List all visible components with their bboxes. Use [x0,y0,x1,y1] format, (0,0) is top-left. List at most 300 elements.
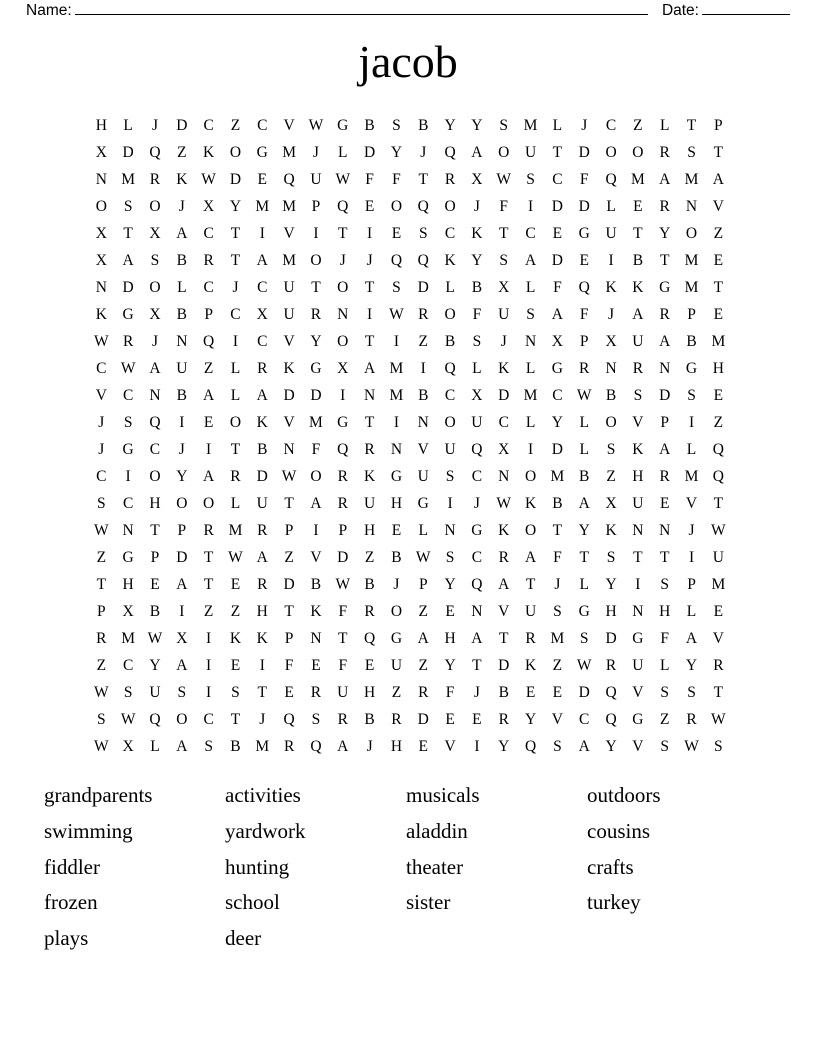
grid-letter[interactable]: Q [337,198,349,215]
grid-letter[interactable]: Q [444,144,456,161]
grid-letter[interactable]: G [337,414,349,431]
grid-letter[interactable]: P [579,333,589,350]
grid-letter[interactable]: C [203,225,214,242]
grid-letter[interactable]: S [714,738,723,755]
grid-letter[interactable]: F [553,279,562,296]
grid-letter[interactable]: Q [524,738,537,755]
grid-letter[interactable]: R [257,522,268,539]
grid-letter[interactable]: S [526,171,536,188]
grid-letter[interactable]: R [230,468,241,485]
grid-letter[interactable]: E [230,576,241,593]
grid-letter[interactable]: K [363,468,376,485]
grid-letter[interactable]: G [390,630,403,647]
grid-letter[interactable]: P [338,522,348,539]
grid-letter[interactable]: E [418,738,429,755]
grid-letter[interactable]: Z [391,684,402,701]
grid-letter[interactable]: R [659,306,671,323]
grid-letter[interactable]: C [96,468,107,485]
grid-letter[interactable]: B [257,441,268,458]
grid-letter[interactable]: O [229,144,242,161]
grid-letter[interactable]: J [151,333,159,350]
grid-letter[interactable]: A [578,738,591,755]
grid-letter[interactable]: U [337,684,349,701]
grid-letter[interactable]: E [364,198,375,215]
grid-letter[interactable]: N [283,441,295,458]
grid-letter[interactable]: T [713,495,724,512]
grid-letter[interactable]: U [471,414,483,431]
grid-letter[interactable]: X [256,306,269,323]
grid-letter[interactable]: H [605,603,617,620]
grid-letter[interactable]: H [444,630,456,647]
grid-letter[interactable]: R [364,441,375,458]
grid-letter[interactable]: O [337,279,349,296]
grid-letter[interactable]: L [579,576,590,593]
grid-letter[interactable]: V [417,441,430,458]
grid-letter[interactable]: B [230,738,241,755]
grid-letter[interactable]: E [552,684,563,701]
grid-letter[interactable]: A [685,630,698,647]
grid-letter[interactable]: Z [96,657,107,674]
grid-letter[interactable]: M [255,738,270,755]
grid-letter[interactable]: N [310,630,322,647]
grid-letter[interactable]: J [178,198,186,215]
grid-letter[interactable]: T [499,630,509,647]
grid-letter[interactable]: D [122,144,134,161]
grid-letter[interactable]: S [123,414,133,431]
grid-letter[interactable]: L [230,360,241,377]
grid-letter[interactable]: Q [337,441,349,458]
grid-letter[interactable]: Z [96,549,107,566]
grid-letter[interactable]: N [659,522,671,539]
grid-letter[interactable]: X [95,252,108,269]
grid-letter[interactable]: A [256,387,269,404]
grid-letter[interactable]: K [632,441,644,458]
grid-letter[interactable]: A [524,549,537,566]
grid-letter[interactable]: I [447,495,453,512]
grid-letter[interactable]: I [179,414,185,431]
grid-letter[interactable]: A [176,225,188,242]
grid-letter[interactable]: S [606,441,616,458]
grid-letter[interactable]: T [150,522,160,539]
grid-letter[interactable]: R [122,333,134,350]
grid-letter[interactable]: T [686,117,697,134]
grid-letter[interactable]: K [203,144,215,161]
grid-letter[interactable]: L [230,387,241,404]
grid-letter[interactable]: L [150,738,160,755]
grid-letter[interactable]: D [578,198,591,215]
grid-letter[interactable]: J [366,252,373,269]
grid-letter[interactable]: S [311,711,321,728]
grid-letter[interactable]: R [418,306,429,323]
grid-letter[interactable]: K [176,171,188,188]
word-bank-item[interactable]: hunting [225,854,290,879]
grid-letter[interactable]: G [578,603,591,620]
grid-letter[interactable]: E [633,198,643,215]
word-bank-item[interactable]: frozen [44,890,98,915]
grid-letter[interactable]: R [96,630,107,647]
word-bank-item[interactable]: aladdin [406,818,468,843]
grid-letter[interactable]: L [418,522,429,539]
grid-letter[interactable]: Y [444,117,456,134]
grid-letter[interactable]: M [550,468,565,485]
grid-letter[interactable]: Q [149,711,161,728]
grid-letter[interactable]: O [310,468,322,485]
grid-letter[interactable]: S [633,387,643,404]
grid-letter[interactable]: K [471,225,483,242]
grid-letter[interactable]: Z [418,333,429,350]
grid-letter[interactable]: A [471,630,483,647]
grid-letter[interactable]: J [420,144,427,161]
grid-letter[interactable]: Q [605,711,617,728]
grid-letter[interactable]: R [418,684,429,701]
grid-letter[interactable]: L [123,117,134,134]
grid-letter[interactable]: Q [363,630,376,647]
grid-letter[interactable]: S [553,738,562,755]
word-bank-item[interactable]: swimming [44,818,133,843]
grid-letter[interactable]: V [283,117,295,134]
word-bank-item[interactable]: sister [406,890,451,915]
grid-letter[interactable]: V [310,549,322,566]
grid-letter[interactable]: J [151,117,159,134]
grid-letter[interactable]: R [149,171,161,188]
grid-letter[interactable]: V [283,333,295,350]
grid-letter[interactable]: A [417,630,430,647]
grid-letter[interactable]: F [338,657,348,674]
grid-letter[interactable]: T [552,522,563,539]
grid-letter[interactable]: D [283,387,295,404]
grid-letter[interactable]: G [122,441,134,458]
grid-letter[interactable]: F [472,306,482,323]
grid-letter[interactable]: U [310,171,322,188]
grid-letter[interactable]: I [206,630,212,647]
grid-letter[interactable]: X [203,198,215,215]
grid-letter[interactable]: W [93,333,109,350]
grid-letter[interactable]: T [713,279,724,296]
grid-letter[interactable]: O [176,495,188,512]
word-bank-item[interactable]: fiddler [44,854,100,879]
grid-letter[interactable]: D [176,549,188,566]
grid-letter[interactable]: J [232,279,239,296]
grid-letter[interactable]: T [284,495,295,512]
grid-letter[interactable]: S [687,387,697,404]
grid-letter[interactable]: H [712,360,725,377]
grid-letter[interactable]: I [313,225,319,242]
grid-letter[interactable]: U [498,306,510,323]
grid-letter[interactable]: I [259,657,266,674]
grid-letter[interactable]: Q [149,414,161,431]
grid-letter[interactable]: H [149,495,161,512]
grid-letter[interactable]: W [93,684,109,701]
grid-letter[interactable]: B [364,711,375,728]
grid-letter[interactable]: D [176,117,188,134]
grid-letter[interactable]: D [659,387,671,404]
grid-letter[interactable]: O [605,414,617,431]
grid-letter[interactable]: Q [471,576,483,593]
grid-letter[interactable]: X [498,441,510,458]
grid-letter[interactable]: I [313,522,319,539]
grid-letter[interactable]: A [256,252,269,269]
grid-letter[interactable]: W [496,495,512,512]
grid-letter[interactable]: L [338,144,348,161]
grid-letter[interactable]: R [659,468,671,485]
grid-letter[interactable]: A [337,738,349,755]
grid-letter[interactable]: H [256,603,269,620]
grid-letter[interactable]: Y [390,144,403,161]
grid-letter[interactable]: Y [605,738,617,755]
grid-letter[interactable]: X [149,225,161,242]
grid-letter[interactable]: F [660,630,670,647]
grid-letter[interactable]: P [418,576,428,593]
grid-letter[interactable]: M [630,171,645,188]
grid-letter[interactable]: B [176,252,188,269]
grid-letter[interactable]: L [686,441,697,458]
grid-letter[interactable]: Q [471,441,483,458]
grid-letter[interactable]: X [605,495,617,512]
grid-letter[interactable]: R [337,495,349,512]
grid-letter[interactable]: B [552,495,563,512]
grid-letter[interactable]: X [176,630,188,647]
grid-letter[interactable]: O [524,468,537,485]
grid-letter[interactable]: K [229,630,242,647]
grid-letter[interactable]: O [390,603,403,620]
grid-letter[interactable]: K [498,522,510,539]
grid-letter[interactable]: K [524,495,537,512]
grid-letter[interactable]: L [552,117,563,134]
grid-letter[interactable]: M [523,117,538,134]
grid-letter[interactable]: S [392,117,401,134]
grid-letter[interactable]: E [552,225,563,242]
grid-letter[interactable]: I [232,333,239,350]
grid-letter[interactable]: D [363,144,376,161]
grid-letter[interactable]: T [123,225,134,242]
grid-letter[interactable]: W [335,576,351,593]
grid-letter[interactable]: M [684,279,699,296]
grid-letter[interactable]: J [259,711,266,728]
grid-letter[interactable]: N [498,468,510,485]
grid-letter[interactable]: S [526,306,536,323]
grid-letter[interactable]: S [418,225,428,242]
grid-letter[interactable]: A [659,171,671,188]
grid-letter[interactable]: U [390,657,403,674]
grid-letter[interactable]: S [553,603,562,620]
grid-letter[interactable]: U [524,603,537,620]
grid-letter[interactable]: Y [444,657,456,674]
grid-letter[interactable]: D [578,684,591,701]
grid-letter[interactable]: A [659,441,671,458]
grid-letter[interactable]: R [283,738,295,755]
grid-letter[interactable]: X [498,279,510,296]
grid-letter[interactable]: I [206,684,212,701]
grid-letter[interactable]: M [282,198,297,215]
grid-letter[interactable]: K [632,279,644,296]
grid-letter[interactable]: T [338,630,348,647]
grid-letter[interactable]: T [364,333,375,350]
grid-letter[interactable]: I [125,468,131,485]
grid-letter[interactable]: M [389,360,404,377]
grid-letter[interactable]: O [229,414,242,431]
grid-letter[interactable]: T [713,684,724,701]
grid-letter[interactable]: C [203,711,214,728]
word-bank-item[interactable]: deer [225,926,262,951]
grid-letter[interactable]: K [605,279,617,296]
grid-letter[interactable]: B [176,387,188,404]
grid-letter[interactable]: V [712,630,725,647]
grid-letter[interactable]: T [338,225,348,242]
grid-letter[interactable]: W [711,522,726,539]
grid-letter[interactable]: W [120,360,136,377]
grid-letter[interactable]: S [97,495,106,512]
grid-letter[interactable]: Y [524,711,537,728]
grid-letter[interactable]: O [310,252,322,269]
grid-letter[interactable]: C [444,225,456,242]
grid-letter[interactable]: C [203,117,214,134]
grid-letter[interactable]: H [363,522,376,539]
grid-letter[interactable]: H [632,468,644,485]
grid-letter[interactable]: Y [605,576,617,593]
grid-letter[interactable]: S [204,738,214,755]
grid-letter[interactable]: T [552,144,563,161]
grid-letter[interactable]: J [581,117,588,134]
grid-letter[interactable]: S [392,279,401,296]
grid-letter[interactable]: U [283,306,295,323]
grid-letter[interactable]: K [310,603,322,620]
grid-letter[interactable]: S [177,684,187,701]
grid-letter[interactable]: Y [659,225,671,242]
grid-letter[interactable]: O [524,522,537,539]
grid-letter[interactable]: Z [418,603,429,620]
grid-letter[interactable]: I [688,549,695,566]
grid-letter[interactable]: T [633,549,643,566]
grid-letter[interactable]: K [283,360,295,377]
grid-letter[interactable]: V [283,225,295,242]
grid-letter[interactable]: E [713,603,724,620]
grid-letter[interactable]: F [445,684,455,701]
grid-letter[interactable]: R [444,171,456,188]
grid-letter[interactable]: J [98,414,105,431]
grid-letter[interactable]: H [659,603,671,620]
grid-letter[interactable]: P [687,306,697,323]
grid-letter[interactable]: S [231,684,240,701]
grid-letter[interactable]: F [499,198,509,215]
grid-letter[interactable]: Q [417,198,430,215]
grid-letter[interactable]: W [389,306,404,323]
grid-letter[interactable]: T [499,225,509,242]
grid-letter[interactable]: N [444,522,456,539]
grid-letter[interactable]: B [418,117,429,134]
grid-letter[interactable]: U [417,468,430,485]
grid-letter[interactable]: B [498,684,510,701]
grid-letter[interactable]: D [551,198,564,215]
grid-letter[interactable]: E [445,711,456,728]
grid-letter[interactable]: T [472,657,482,674]
grid-letter[interactable]: L [579,414,590,431]
grid-letter[interactable]: R [257,576,268,593]
grid-letter[interactable]: N [605,360,617,377]
grid-letter[interactable]: B [605,387,617,404]
grid-letter[interactable]: X [471,387,483,404]
grid-letter[interactable]: K [444,252,456,269]
grid-letter[interactable]: T [257,684,268,701]
grid-letter[interactable]: R [525,630,536,647]
grid-letter[interactable]: T [230,711,241,728]
grid-letter[interactable]: U [605,225,617,242]
grid-letter[interactable]: T [230,252,241,269]
grid-letter[interactable]: N [524,333,537,350]
grid-letter[interactable]: T [230,441,241,458]
grid-letter[interactable]: X [122,738,134,755]
grid-letter[interactable]: L [525,414,536,431]
grid-letter[interactable]: Y [149,657,161,674]
grid-letter[interactable]: G [659,279,671,296]
grid-letter[interactable]: F [284,657,294,674]
grid-letter[interactable]: E [230,657,241,674]
grid-letter[interactable]: R [203,252,214,269]
grid-letter[interactable]: Z [633,117,643,134]
grid-letter[interactable]: S [660,738,670,755]
grid-letter[interactable]: O [632,144,644,161]
grid-letter[interactable]: D [551,441,564,458]
grid-letter[interactable]: R [203,522,214,539]
grid-letter[interactable]: W [711,711,726,728]
grid-letter[interactable]: B [149,603,161,620]
grid-letter[interactable]: Y [685,657,698,674]
grid-letter[interactable]: A [551,306,564,323]
grid-letter[interactable]: I [259,225,266,242]
grid-letter[interactable]: V [685,495,698,512]
grid-letter[interactable]: W [201,171,217,188]
grid-letter[interactable]: C [230,306,241,323]
grid-letter[interactable]: C [552,387,563,404]
grid-letter[interactable]: M [389,387,404,404]
grid-letter[interactable]: A [471,144,483,161]
grid-letter[interactable]: I [420,360,427,377]
grid-letter[interactable]: N [95,279,108,296]
grid-letter[interactable]: X [149,306,161,323]
grid-letter[interactable]: J [393,576,400,593]
grid-letter[interactable]: X [337,360,349,377]
grid-letter[interactable]: A [203,387,215,404]
grid-letter[interactable]: Z [713,225,724,242]
grid-letter[interactable]: O [337,333,349,350]
grid-letter[interactable]: X [471,171,483,188]
grid-letter[interactable]: G [471,522,483,539]
grid-letter[interactable]: E [445,603,456,620]
grid-letter[interactable]: O [444,414,456,431]
grid-letter[interactable]: Z [284,549,295,566]
grid-letter[interactable]: C [605,117,617,134]
grid-letter[interactable]: I [608,252,614,269]
grid-letter[interactable]: V [95,387,108,404]
grid-letter[interactable]: M [711,333,726,350]
grid-letter[interactable]: R [605,657,617,674]
grid-letter[interactable]: T [525,576,536,593]
grid-letter[interactable]: Q [417,252,430,269]
grid-letter[interactable]: K [256,414,269,431]
grid-letter[interactable]: B [364,117,375,134]
grid-letter[interactable]: W [415,549,431,566]
grid-letter[interactable]: R [310,684,322,701]
grid-letter[interactable]: G [256,144,269,161]
grid-letter[interactable]: I [635,576,641,593]
word-bank-item[interactable]: grandparents [44,783,153,807]
grid-letter[interactable]: Z [606,468,616,485]
grid-letter[interactable]: O [95,198,108,215]
grid-letter[interactable]: G [390,468,403,485]
grid-letter[interactable]: S [687,144,697,161]
grid-letter[interactable]: M [255,198,270,215]
grid-letter[interactable]: V [283,414,295,431]
word-bank-item[interactable]: crafts [587,854,634,879]
